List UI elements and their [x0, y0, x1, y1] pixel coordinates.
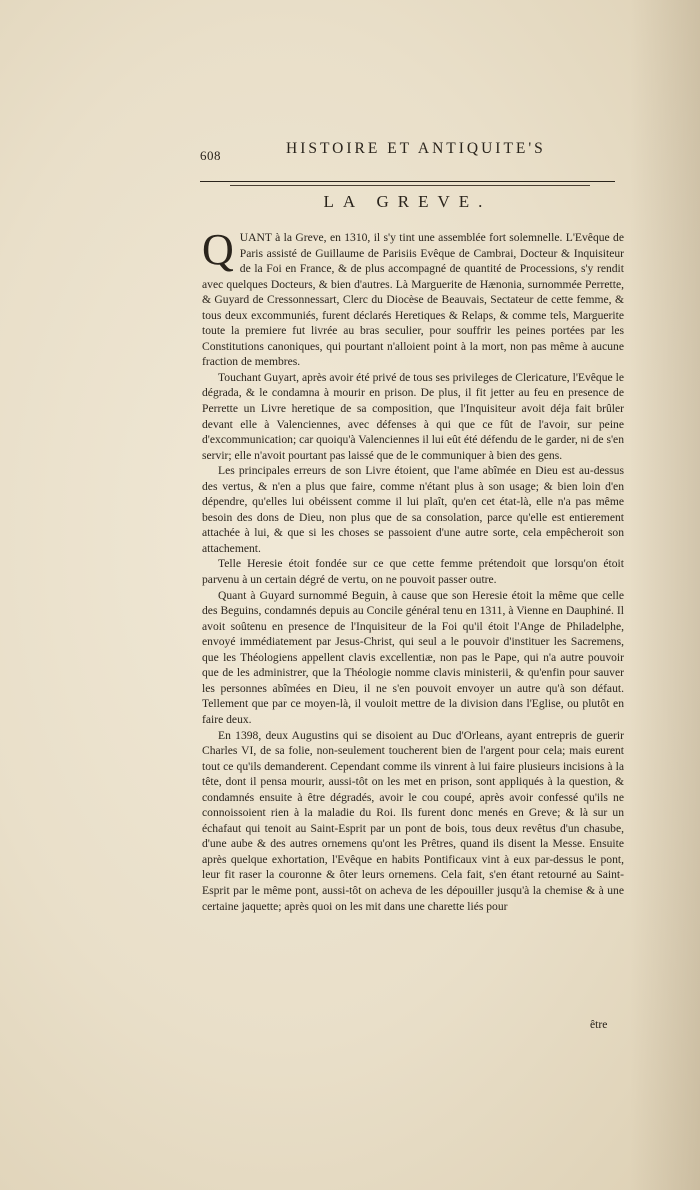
- header-rule: [200, 181, 615, 182]
- paragraph-2: Touchant Guyart, après avoir été privé de tous ses privileges de Clericature, l'Evêque le dégrada, & le condamna à mourir en prison. De plus, il fit jetter au feu en presence de Perrette un Livre heretique de sa composition, que l'Inquisiteur avoit déja fait brûler devant elle à Valenciennes, avec défenses à qui que ce fût de l'avoir, sur peine d'excommunication; car quoiqu'à Valenciennes il lui eût été défendu de le garder, ni de s'en servir; elle n'avoit pourtant pas laissé que de le communiquer à bien des gens.: [202, 370, 624, 462]
- paragraph-6: En 1398, deux Augustins qui se disoient au Duc d'Orleans, ayant entrepris de guerir Charles VI, de sa folie, non-seulement toucherent bien de l'argent pour cela; mais eurent tout ce qu'ils demanderent. Cependant comme ils vinrent à lui faire plusieurs incisions à la tête, dont il pensa mourir, aussi-tôt on les met en prison, sont appliqués à la question, & condamnés ensuite à être dégradés, avoir le cou coupé, après avoir confessé qu'ils ne connoissoient rien à la maladie du Roi. Ils furent donc menés en Greve; & là sur un échafaut qui tenoit au Saint-Esprit par un pont de bois, tous deux revêtus d'un chasube, d'une aube & des autres ornemens qu'ont les Prêtres, quand ils disent la Messe. Ensuite après quelque exhortation, l'Evêque en habits Pontificaux vint à eux par-dessus le pont, leur fit raser la couronne & ôter leurs ornemens. Cela fait, s'en étant retourné au Saint-Esprit par le même pont, aussi-tôt on acheva de les dépouiller jusqu'à la chemise & à une certaine jaquette; après quoi on les mit dans une charette liés pour: [202, 728, 624, 913]
- paragraph-1: [202, 225, 624, 370]
- drop-cap: Q: [202, 225, 234, 274]
- page-number: 608: [200, 148, 221, 163]
- catchword: être: [590, 1018, 608, 1031]
- running-head: HISTOIRE ET ANTIQUITE'S: [286, 140, 546, 157]
- page-header: [200, 140, 615, 162]
- page-edge-shadow: [630, 0, 700, 1190]
- paragraph-4: Telle Heresie étoit fondée sur ce que cette femme prétendoit que lorsqu'on étoit parvenu à un certain dégré de vertu, on ne pouvoit passer outre.: [202, 557, 624, 587]
- paragraph-1-text: UANT à la Greve, en 1310, il s'y tint une assemblée fort solemnelle. L'Evêque de Paris assisté de Guillaume de Parisiis Evêque de Cambrai, Docteur & Inquisiteur de la Foi en France, & de plus accompagné de quantité de Processions, s'y rendit avec quelques Docteurs, & bien d'autres. Là Marguerite de Hænonia, surnommée Perrette, & Guyard de Cressonnessart, Clerc du Diocèse de Beauvais, Sectateur de cette femme, & tous deux excommuniés, furent déclarés Heretiques & Relaps, & comme tels, Marguerite toute la premiere fut livrée au bras seculier, pour souffrir les peines portées par les Constitutions canoniques, qui pourtant n'alloient point à la mort, non pas même à aucune fraction de membres.: [202, 231, 624, 369]
- paragraph-3: Les principales erreurs de son Livre étoient, que l'ame abîmée en Dieu est au-dessus des vertus, & n'en a plus que faire, comme n'étant plus à son usage; & bien loin d'en dépendre, qu'elles lui obéissent comme il lui plaît, qu'en cet état-là, elle n'a pas même besoin des dons de Dieu, non plus que de sa consolation, parce qu'elle est entierement attachée à lui, & que si les choses se passoient d'une autre sorte, cela empêcheroit son attachement.: [202, 464, 624, 555]
- paragraph-5: Quant à Guyard surnommé Beguin, à cause que son Heresie étoit la même que celle des Beguins, condamnés depuis au Concile général tenu en 1311, à Vienne en Dauphiné. Il avoit soûtenu en presence de l'Inquisiteur de la Foi qu'il étoit l'Ange de Philadelphe, envoyé immédiatement par Jesus-Christ, qui seul a le pouvoir d'instituer les Sacremens, que les Théologiens appellent clavis excellentiæ, non pas le Pape, qui n'a autre pouvoir que de les administrer, que la Théologie nomme clavis ministerii, & qu'enfin pour sauver les personnes abîmées en Dieu, il ne s'en pouvoit envoyer un autre qu'à son défaut. Tellement que par ce moyen-là, il vouloit mettre de la division dans l'Eglise, ou plutôt en faire deux.: [202, 588, 624, 726]
- body-text: [202, 225, 624, 914]
- section-title: LA GREVE.: [323, 192, 492, 211]
- header-rule-thin: [230, 185, 590, 186]
